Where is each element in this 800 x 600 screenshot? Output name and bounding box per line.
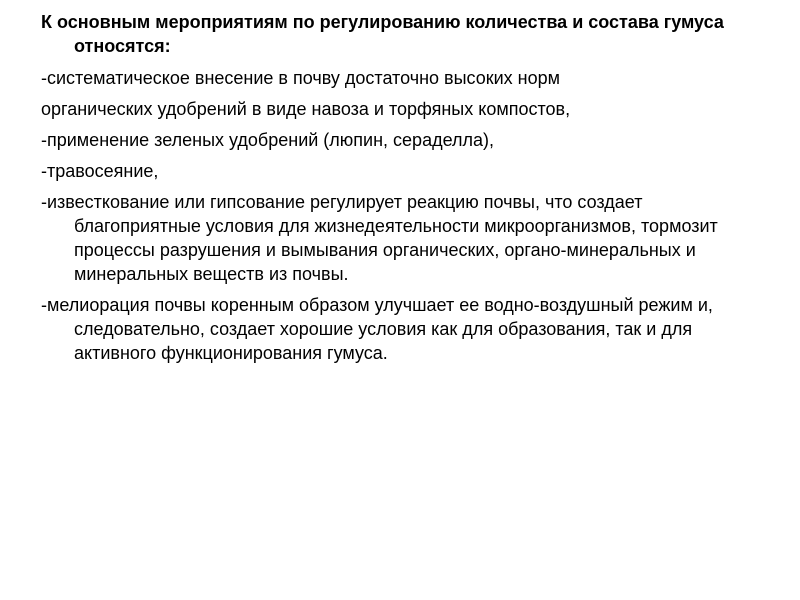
item-systematic-fertilizing: -систематическое внесение в почву достаточно высоких норм — [41, 68, 561, 88]
item-liming: -известкование или гипсование регулирует реакцию почвы, что создает благоприятные условия для жизнедеятельности микроорганизмов, тормозит процессы разрушения и вымывания органических, органо-минеральных и минеральных веществ из почвы. — [41, 192, 718, 284]
item-melioration: -мелиорация почвы коренным образом улучшает ее водно-воздушный режим и, следовательно, создает хорошие условия как для образования, так и для активного функционирования гумуса. — [41, 295, 713, 363]
slide-heading: К основным мероприятиям по регулированию количества и состава гумуса относятся: — [41, 12, 724, 56]
item-grass-sowing: -травосеяние, — [41, 161, 159, 181]
item-organic-fertilizers: органических удобрений в виде навоза и торфяных компостов, — [41, 99, 571, 119]
item-green-fertilizers: -применение зеленых удобрений (люпин, сераделла), — [41, 130, 495, 150]
